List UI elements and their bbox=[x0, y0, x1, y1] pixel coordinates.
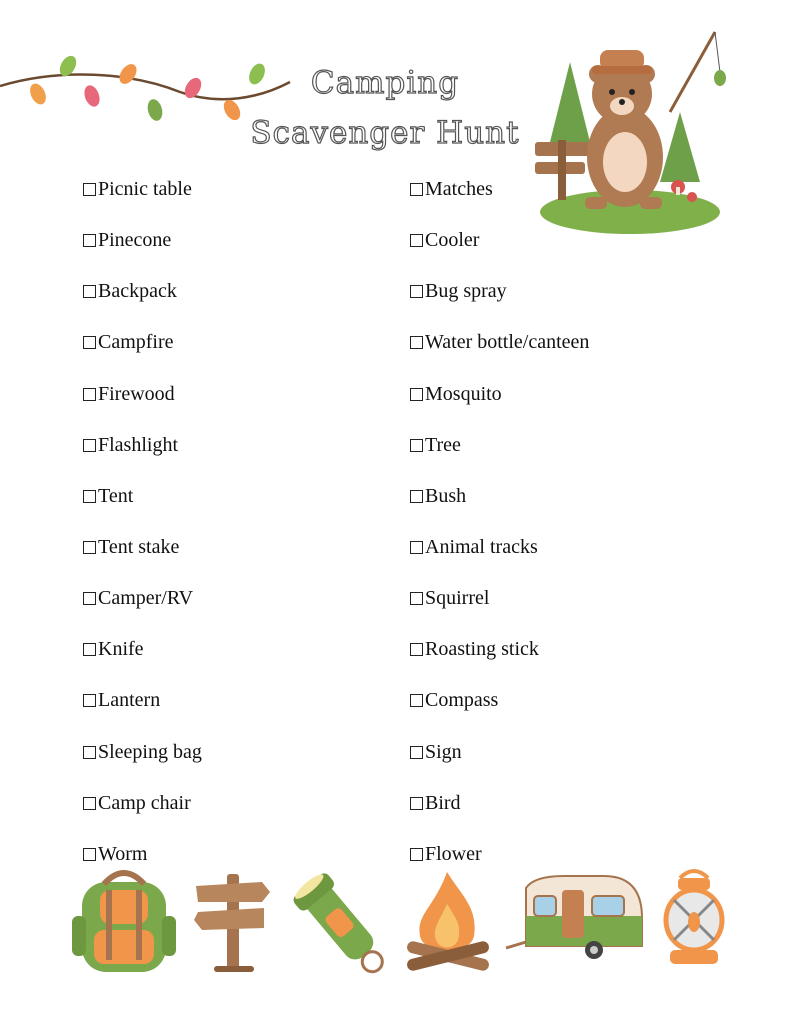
item-label: Tent stake bbox=[98, 535, 180, 558]
item-label: Bush bbox=[425, 484, 467, 507]
item-label: Picnic table bbox=[98, 178, 192, 200]
wooden-sign-icon bbox=[192, 868, 274, 976]
checklist-item bbox=[83, 227, 202, 278]
checklist-item bbox=[83, 534, 202, 585]
checkbox[interactable] bbox=[410, 183, 423, 196]
backpack-icon bbox=[68, 868, 180, 976]
checklist-item bbox=[83, 739, 202, 790]
checklist-item bbox=[410, 381, 589, 432]
checklist-item bbox=[410, 227, 589, 278]
checklist-item bbox=[83, 278, 202, 329]
checkbox[interactable] bbox=[83, 336, 96, 349]
item-label: Bird bbox=[425, 791, 461, 814]
campfire-icon bbox=[400, 868, 495, 976]
checklist-item bbox=[83, 381, 202, 432]
checkbox[interactable] bbox=[410, 694, 423, 707]
item-label: Firewood bbox=[98, 382, 175, 405]
item-label: Campfire bbox=[98, 331, 174, 354]
page-title bbox=[240, 58, 530, 158]
checkbox[interactable] bbox=[83, 388, 96, 401]
item-label: Flower bbox=[425, 842, 482, 865]
checklist-right-column bbox=[410, 176, 589, 892]
checklist-item bbox=[83, 687, 202, 738]
checklist-item bbox=[83, 636, 202, 687]
item-label: Water bottle/canteen bbox=[425, 331, 590, 354]
camper-trailer-icon bbox=[504, 868, 650, 972]
item-label: Sleeping bag bbox=[98, 740, 202, 763]
checkbox[interactable] bbox=[410, 234, 423, 247]
title-line-1: Camping bbox=[310, 65, 460, 101]
checklist-item bbox=[410, 790, 589, 841]
item-label: Camp chair bbox=[98, 791, 191, 814]
checkbox[interactable] bbox=[83, 183, 96, 196]
checkbox[interactable] bbox=[83, 439, 96, 452]
checklist-item bbox=[410, 432, 589, 483]
item-label: Worm bbox=[98, 842, 148, 865]
checklist-item bbox=[83, 176, 202, 227]
item-label: Backpack bbox=[98, 280, 177, 303]
item-label: Animal tracks bbox=[425, 535, 538, 558]
checkbox[interactable] bbox=[410, 643, 423, 656]
checklist-item bbox=[83, 585, 202, 636]
checkbox[interactable] bbox=[83, 848, 96, 861]
checkbox[interactable] bbox=[83, 643, 96, 656]
checkbox[interactable] bbox=[410, 490, 423, 503]
checklist-item bbox=[83, 790, 202, 841]
item-label: Cooler bbox=[425, 229, 480, 252]
checkbox[interactable] bbox=[83, 285, 96, 298]
item-label: Tree bbox=[425, 433, 461, 456]
item-label: Roasting stick bbox=[425, 638, 539, 661]
item-label: Lantern bbox=[98, 689, 161, 712]
checklist-left-column bbox=[83, 176, 202, 892]
item-label: Mosquito bbox=[425, 382, 502, 405]
checkbox[interactable] bbox=[410, 797, 423, 810]
checkbox[interactable] bbox=[83, 541, 96, 554]
checklist-item bbox=[410, 739, 589, 790]
checkbox[interactable] bbox=[410, 746, 423, 759]
item-label: Matches bbox=[425, 178, 493, 200]
checklist-item bbox=[83, 329, 202, 380]
checkbox[interactable] bbox=[83, 234, 96, 247]
item-label: Camper/RV bbox=[98, 587, 194, 610]
item-label: Tent bbox=[98, 484, 134, 507]
checklist-item bbox=[410, 278, 589, 329]
checkbox[interactable] bbox=[83, 797, 96, 810]
checklist-item bbox=[410, 636, 589, 687]
checklist-item bbox=[410, 176, 589, 227]
checkbox[interactable] bbox=[410, 848, 423, 861]
checkbox[interactable] bbox=[83, 694, 96, 707]
checkbox[interactable] bbox=[83, 490, 96, 503]
checkbox[interactable] bbox=[83, 746, 96, 759]
checklist-item bbox=[83, 432, 202, 483]
item-label: Bug spray bbox=[425, 280, 507, 303]
checkbox[interactable] bbox=[410, 592, 423, 605]
checkbox[interactable] bbox=[410, 336, 423, 349]
item-label: Compass bbox=[425, 689, 499, 712]
checklist-item bbox=[410, 329, 589, 380]
checklist-item bbox=[83, 483, 202, 534]
checkbox[interactable] bbox=[410, 388, 423, 401]
checkbox[interactable] bbox=[83, 592, 96, 605]
item-label: Pinecone bbox=[98, 229, 172, 252]
item-label: Flashlight bbox=[98, 433, 179, 456]
item-label: Sign bbox=[425, 740, 462, 763]
checkbox[interactable] bbox=[410, 285, 423, 298]
checklist-item bbox=[410, 483, 589, 534]
checkbox[interactable] bbox=[410, 439, 423, 452]
checklist-item bbox=[410, 585, 589, 636]
checkbox[interactable] bbox=[410, 541, 423, 554]
checklist-item bbox=[410, 534, 589, 585]
item-label: Squirrel bbox=[425, 587, 490, 610]
flashlight-icon bbox=[292, 868, 396, 988]
checklist-item bbox=[410, 687, 589, 738]
item-label: Knife bbox=[98, 638, 144, 661]
title-line-2: Scavenger Hunt bbox=[250, 115, 520, 151]
lantern-icon bbox=[658, 868, 730, 968]
